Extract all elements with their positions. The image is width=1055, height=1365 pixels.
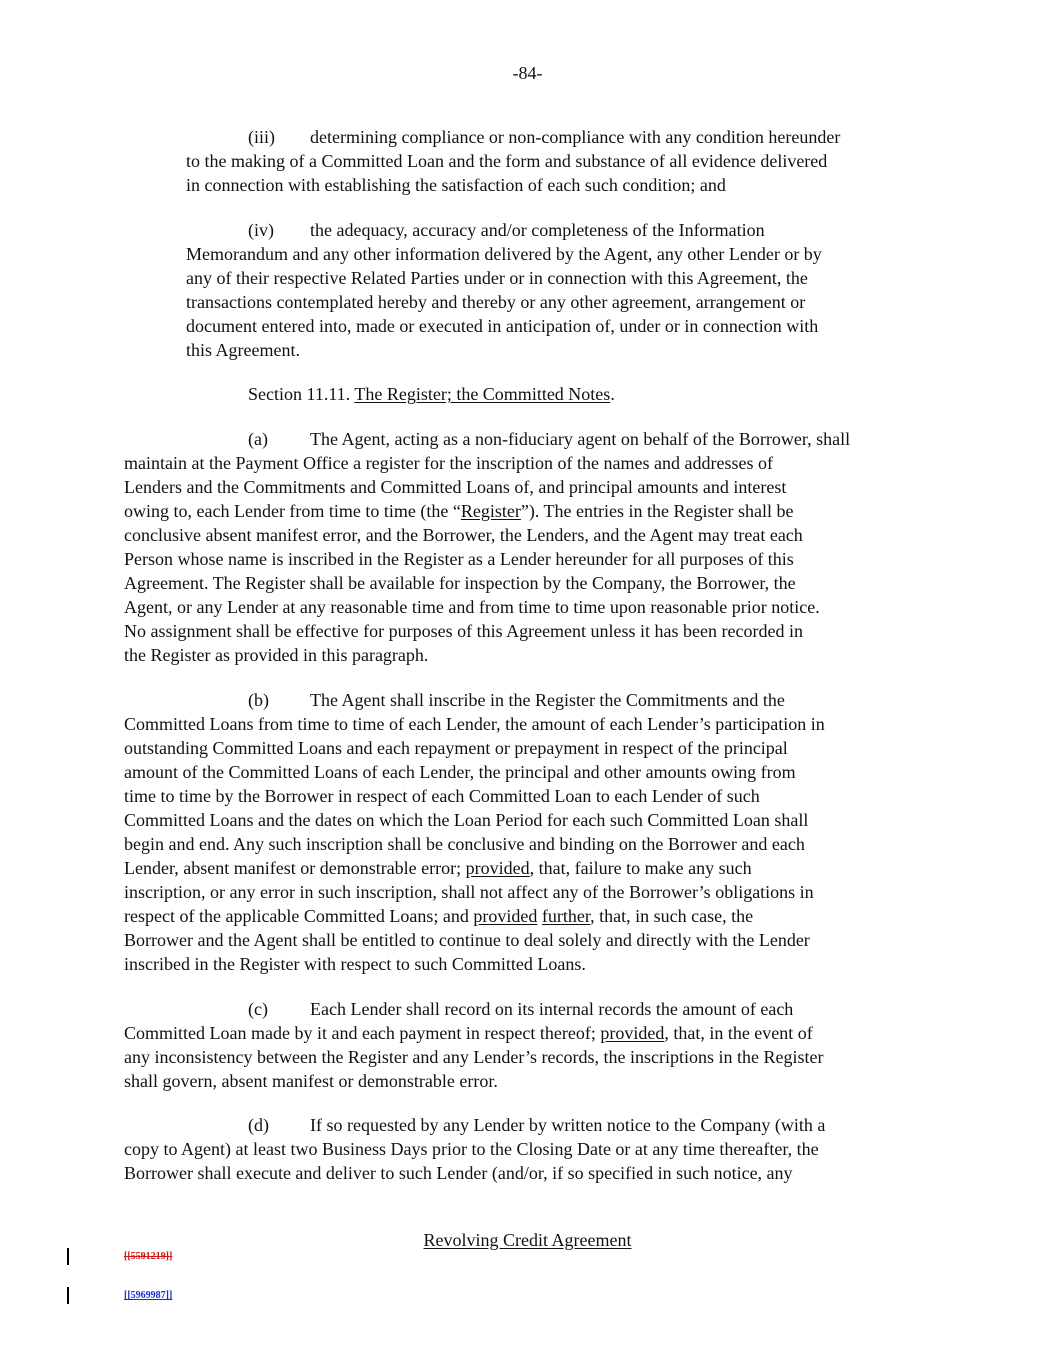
text-line: determining compliance or non-compliance with any condition hereunder [310,127,841,147]
text-line: If so requested by any Lender by written notice to the Company (with a [310,1115,826,1135]
text-line: maintain at the Payment Office a register for the inscription of the names and addresses of [124,453,773,473]
text-line [124,1021,823,1045]
text-line: document entered into, made or executed in anticipation of, under or in connection with [186,316,819,336]
text-line: No assignment shall be effective for purposes of this Agreement unless it has been recorded in [124,621,803,641]
text-span: respect of the applicable Committed Loans; and [124,906,474,926]
section-period: . [610,384,615,404]
paragraph-marker: (d) [248,1115,269,1135]
text-line: amount of the Committed Loans of each Lender, the principal and other amounts owing from [124,762,796,782]
text-line: Borrower and the Agent shall be entitled to continue to deal solely and directly with the Lender [124,930,810,950]
text-line: Agreement. The Register shall be available for inspection by the Company, the Borrower, the [124,573,796,593]
text-line: Memorandum and any other information delivered by the Agent, any other Lender or by [186,244,822,264]
paragraph-d [124,1113,825,1185]
term-provided: provided [473,906,538,926]
text-line: any inconsistency between the Register and any Lender’s records, the inscriptions in the Register [124,1047,824,1067]
text-line: this Agreement. [186,340,300,360]
text-line [124,499,850,523]
text-line: conclusive absent manifest error, and the Borrower, the Lenders, and the Agent may treat each [124,525,803,545]
section-title: The Register; the Committed Notes [354,384,611,404]
term-provided: provided [600,1023,665,1043]
text-line: to the making of a Committed Loan and the form and substance of all evidence delivered [186,151,828,171]
section-number: Section 11.11. [248,384,351,404]
text-line: Borrower shall execute and deliver to such Lender (and/or, if so specified in such notice, any [124,1163,793,1183]
text-line: copy to Agent) at least two Business Days prior to the Closing Date or at any time thereafter, the [124,1139,819,1159]
text-line: The Agent, acting as a non-fiduciary agent on behalf of the Borrower, shall [310,429,851,449]
document-id-inserted: [[5969987]] [124,1290,173,1301]
term-provided: provided [465,858,530,878]
text-span: Lender, absent manifest or demonstrable error; [124,858,466,878]
text-span: , that, in such case, the [590,906,754,926]
paragraph-marker: (c) [248,999,268,1019]
text-span: , that, in the event of [664,1023,813,1043]
text-line: transactions contemplated hereby and thereby or any other agreement, arrangement or [186,292,806,312]
paragraph-iv [186,218,822,362]
text-line: begin and end. Any such inscription shall be conclusive and binding on the Borrower and each [124,834,805,854]
text-line [124,856,825,880]
paragraph-marker: (b) [248,690,269,710]
change-bar [67,1287,69,1304]
change-bar [67,1248,69,1265]
text-span: , that, failure to make any such [529,858,752,878]
paragraph-iii [186,125,840,197]
text-line: Committed Loans from time to time of each Lender, the amount of each Lender’s participation in [124,714,825,734]
text-line: Agent, or any Lender at any reasonable time and from time to time upon reasonable prior notice. [124,597,820,617]
text-line: The Agent shall inscribe in the Register the Commitments and the [310,690,785,710]
paragraph-c [124,997,823,1093]
text-line: the adequacy, accuracy and/or completeness of the Information [310,220,765,240]
paragraph-marker: (iv) [248,220,274,240]
document-id-deleted: [[5591219]] [124,1251,173,1262]
term-further: further [541,906,591,926]
text-span: ”). The entries in the Register shall be [520,501,794,521]
text-line: any of their respective Related Parties under or in connection with this Agreement, the [186,268,808,288]
text-line: Each Lender shall record on its internal records the amount of each [310,999,794,1019]
text-line: shall govern, absent manifest or demonstrable error. [124,1071,498,1091]
text-line: outstanding Committed Loans and each repayment or prepayment in respect of the principal [124,738,788,758]
text-line: Lenders and the Commitments and Committed Loans of, and principal amounts and interest [124,477,787,497]
page-number: -84- [512,63,543,83]
text-span: Committed Loan made by it and each payment in respect thereof; [124,1023,601,1043]
paragraph-a [124,427,850,667]
footer-title: Revolving Credit Agreement [423,1230,632,1250]
text-line [124,904,825,928]
text-line: inscribed in the Register with respect to such Committed Loans. [124,954,586,974]
defined-term-register: Register [460,501,521,521]
section-heading [248,382,615,406]
paragraph-marker: (a) [248,429,268,449]
text-line: in connection with establishing the satisfaction of each such condition; and [186,175,726,195]
text-line: the Register as provided in this paragraph. [124,645,429,665]
text-line: Committed Loans and the dates on which the Loan Period for each such Committed Loan shall [124,810,809,830]
paragraph-marker: (iii) [248,127,275,147]
text-line: Person whose name is inscribed in the Register as a Lender hereunder for all purposes of this [124,549,794,569]
text-line: time to time by the Borrower in respect of each Committed Loan to each Lender of such [124,786,760,806]
paragraph-b [124,688,825,976]
text-span: owing to, each Lender from time to time (the “ [124,501,461,521]
text-line: inscription, or any error in such inscription, shall not affect any of the Borrower’s obligations in [124,882,814,902]
